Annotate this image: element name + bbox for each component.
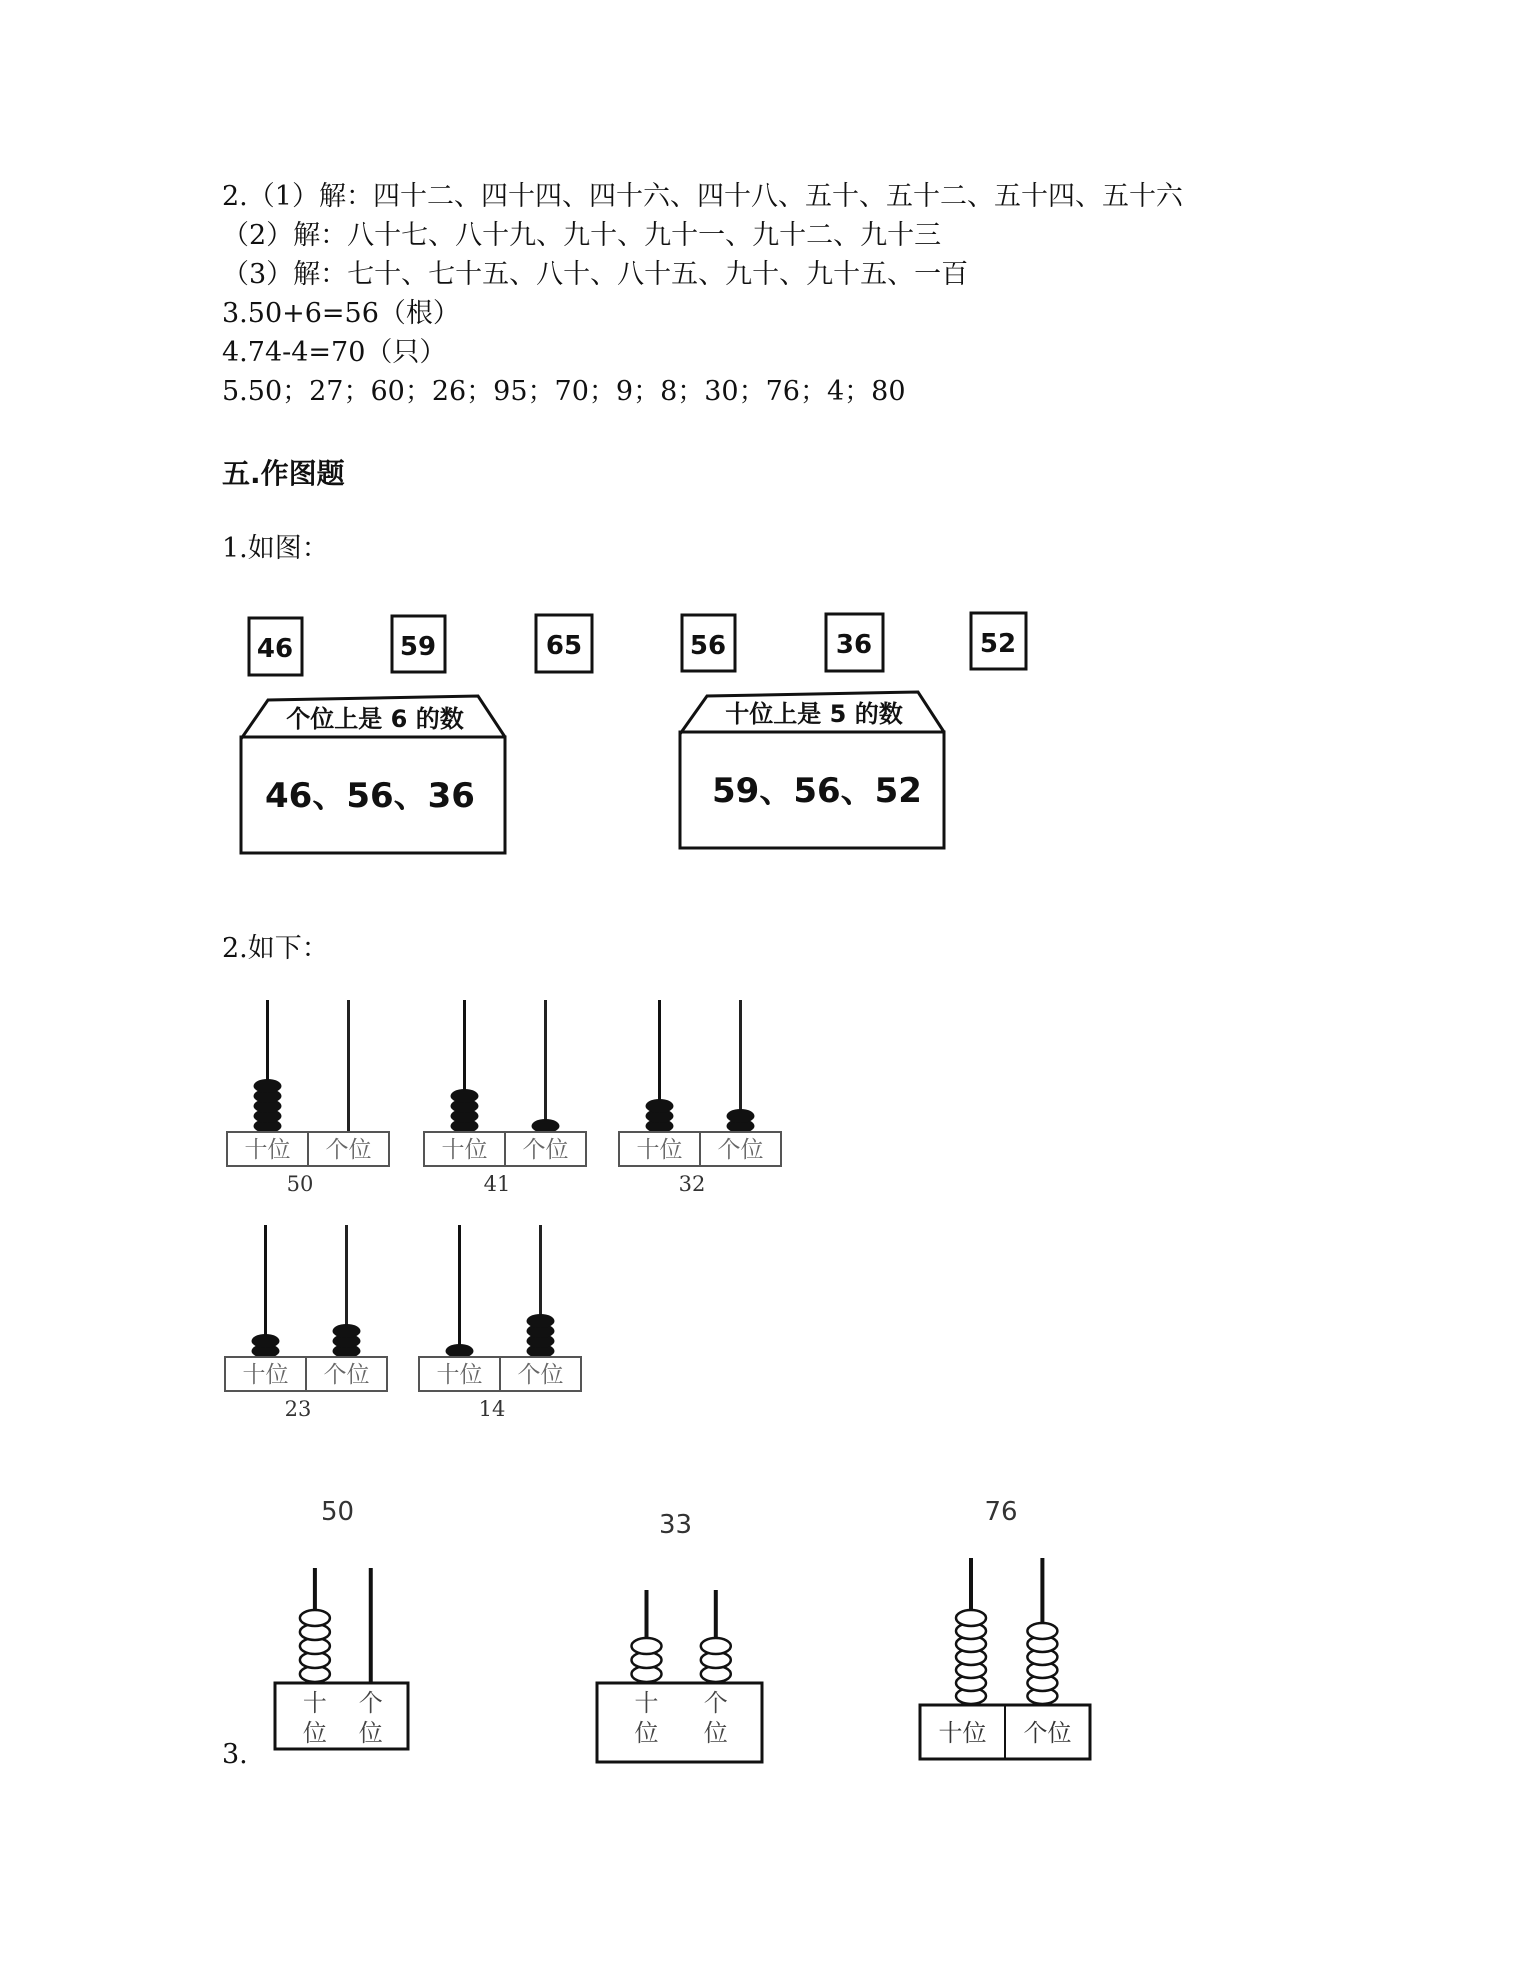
tens-label-top: 十 — [634, 1689, 659, 1717]
answer-3: 3.50+6=56（根） — [222, 298, 460, 329]
tens-label: 十位 — [636, 1137, 683, 1163]
ones-label-bottom: 位 — [358, 1719, 383, 1747]
answer-5: 5.50；27；60；26；95；70；9；8；30；76；4；80 — [222, 376, 906, 407]
abacus-number: 50 — [320, 1497, 355, 1527]
number-card-label: 36 — [835, 630, 873, 660]
place-value-box — [275, 1683, 408, 1749]
answer-2-1: 2.（1）解：四十二、四十四、四十六、四十八、五十、五十二、五十四、五十六 — [222, 181, 1183, 212]
abacus-number: 14 — [478, 1397, 506, 1421]
number-card-label: 65 — [545, 631, 583, 661]
ones-bead — [1027, 1623, 1057, 1639]
ones-bead — [701, 1638, 731, 1654]
section-title: 五.作图题 — [222, 457, 345, 490]
ones-label: 个位 — [517, 1362, 564, 1388]
abacus-number: 76 — [984, 1497, 1018, 1527]
tens-bead — [632, 1638, 662, 1654]
ones-label-top: 个 — [703, 1689, 728, 1717]
tens-label: 十位 — [242, 1362, 289, 1388]
ones-label: 个位 — [323, 1362, 370, 1388]
tens-label-top: 十 — [302, 1689, 327, 1717]
abacus-76 — [920, 1497, 1090, 1759]
tens-label-bottom: 位 — [302, 1719, 327, 1747]
house-left-content: 46、56、36 — [265, 776, 475, 816]
tens-label-bottom: 位 — [634, 1719, 659, 1747]
answer-2-3: （3）解：七十、七十五、八十、八十五、九十、九十五、一百 — [222, 259, 969, 290]
tens-label: 十位 — [436, 1362, 483, 1388]
tens-bead — [300, 1610, 330, 1626]
place-value-box — [597, 1683, 762, 1762]
abacus-number: 41 — [483, 1172, 511, 1196]
answer-2-2: （2）解：八十七、八十九、九十、九十一、九十二、九十三 — [222, 220, 942, 251]
drawing-3-label: 3. — [222, 1739, 248, 1770]
number-card-label: 52 — [979, 629, 1017, 659]
ones-label: 个位 — [1023, 1719, 1072, 1747]
answer-4: 4.74-4=70（只） — [222, 337, 447, 368]
drawing-1-label: 1.如图： — [222, 533, 329, 564]
house-right-title: 十位上是 5 的数 — [725, 700, 903, 728]
tens-label: 十位 — [441, 1137, 488, 1163]
abacus-number: 50 — [286, 1172, 314, 1196]
tens-label: 十位 — [244, 1137, 291, 1163]
tens-bead — [956, 1610, 986, 1626]
ones-label: 个位 — [522, 1137, 569, 1163]
house-left-title: 个位上是 6 的数 — [286, 705, 464, 733]
abacus-50 — [275, 1497, 408, 1749]
ones-label: 个位 — [325, 1137, 372, 1163]
abacus-number: 23 — [284, 1397, 312, 1421]
abacus-33 — [597, 1510, 762, 1762]
ones-label: 个位 — [717, 1137, 764, 1163]
house-right-content: 59、56、52 — [712, 771, 922, 811]
tens-label: 十位 — [938, 1719, 987, 1747]
drawing-2-label: 2.如下： — [222, 933, 329, 964]
abacus-number: 33 — [658, 1510, 693, 1540]
number-card-label: 46 — [256, 634, 294, 664]
abacus-number: 32 — [678, 1172, 706, 1196]
ones-label-top: 个 — [358, 1689, 383, 1717]
number-card-label: 56 — [689, 631, 727, 661]
ones-label-bottom: 位 — [703, 1719, 728, 1747]
number-card-label: 59 — [399, 632, 437, 662]
